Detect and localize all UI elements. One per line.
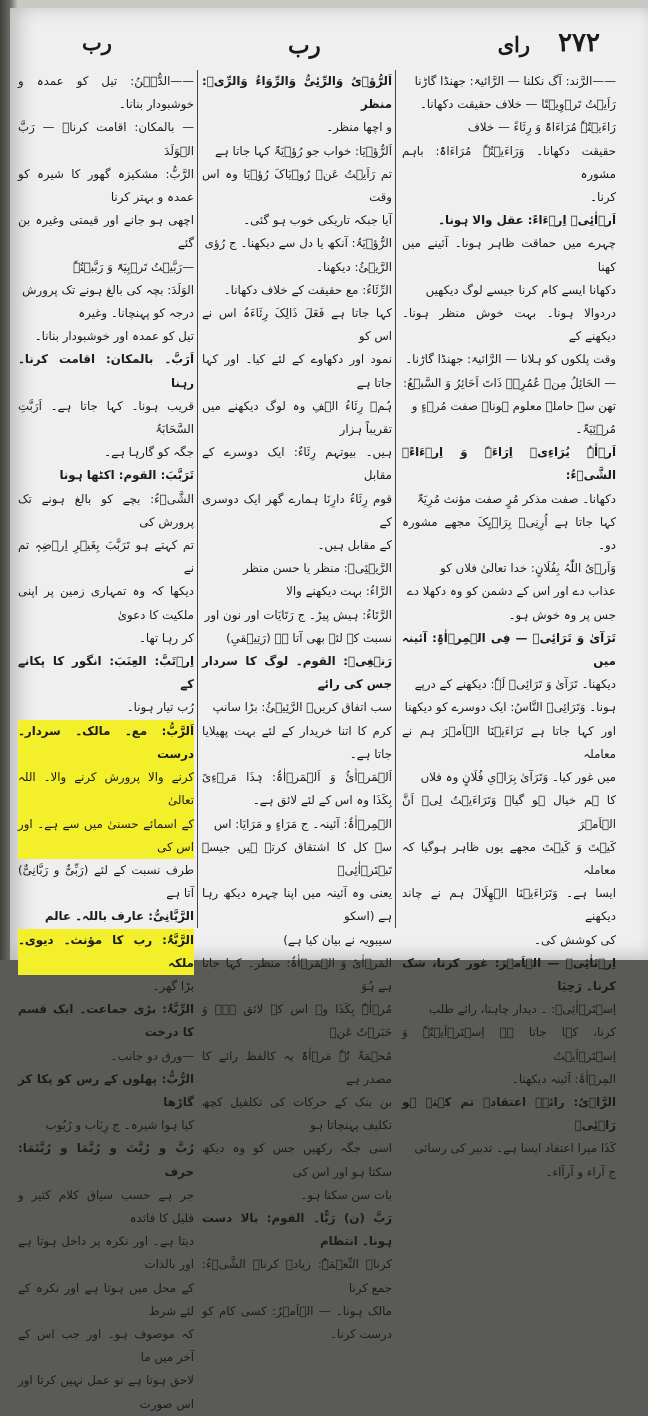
entry-line: — الحَائِلُ مِنۡ عُمُرِہٖ ذَاتَ اَحَائِرُ وَ السَّبۡعُ: xyxy=(403,375,616,390)
entry-line: چہرے میں حماقت ظاہر ہونا۔ آئینے میں کھنا xyxy=(402,236,616,274)
entry-line: کرنا۔ النِّعۡمَۃُ: زیادہ کرنا۔ الشَّیۡءُ: جمع کرنا xyxy=(202,1257,392,1295)
entry-line: ——الدُّہۡنُ: تیل کو عمدہ و خوشبودار بنانا۔ xyxy=(18,74,194,112)
entry-line: دردوالا ہونا۔ بہت خوش منظر ہونا۔ دیکھنے کے xyxy=(402,306,616,344)
entry-line: ایسا ہے۔ وَتَرَاءَیۡنَا الۡهِلَالَ ہم نے چاند دیکھنے xyxy=(402,886,616,924)
entry-line: سے کل کا اشتقاق کرتے ہیں جیسے تَبۡتَرۡاٰئِیۡ xyxy=(202,839,392,877)
entry-line: ہُمۡ رِئَاءُ الۡفِ وہ لوگ دیکھنے میں تقریباً ہزار xyxy=(202,398,392,437)
entry-line: الرَّبَّانِیُّ: عارف باللہ۔ عالم xyxy=(44,909,194,924)
entry-line: الوَلَدَ: بچہ کی بالغ ہونے تک پرورش xyxy=(22,282,194,297)
column-left xyxy=(18,70,194,1411)
entry-line: رَنۡغِیۡ: القوم۔ لوگ کا سردار جس کی رائے xyxy=(202,654,392,692)
entry-line: اچھی ہو جانے اور قیمتی وغیرہ بن گئے xyxy=(18,213,194,251)
entry-line: دکھانا۔ صفت مذکر مُرٍ صفت مؤنث مُرِیَۃٌ xyxy=(416,491,616,506)
entry-line: دیکھا کہ وہ تمہاری زمین پر اپنی ملکیت کا دعویٰ xyxy=(18,584,194,622)
entry-line: الرِّبَّۃُ: بڑی جماعت۔ ایک قسم کا درخت xyxy=(18,1002,194,1040)
entry-line: سب اتفاق کریں۔ الرَّئِیۡئُ: بڑا سانپ xyxy=(212,700,392,715)
entry-line: جس پر وہ خوش ہو۔ xyxy=(508,607,616,622)
entry-line: الرَّیۡئِیۡ: منظر یا حسن منظر xyxy=(243,561,392,576)
entry-line: اِسۡتَرۡاٰئِیۡ: ۔ دیدار چاہنا، رائے طلب xyxy=(428,1002,616,1017)
entry-line: المِرۡاٰۃَ: آئینہ دیکھنا۔ xyxy=(511,1071,616,1086)
entry-line: الرَّیۡئُ: دیکھنا۔ xyxy=(316,259,392,274)
entry-line: بڑا گھر۔ xyxy=(152,978,194,993)
page-number: ۲۷۲ xyxy=(558,28,600,58)
entry-line: مُحۡمَۃٌ تُہٗ مَرۡاٰۃً یہ کالفظ رائے کا مصدر ہے xyxy=(202,1048,392,1086)
entry-line: — بالمکان: اقامت کرنا۔ — رَبَّ الۡوَلَدَ xyxy=(18,120,194,158)
entry-line: درجہ کو پہنچانا۔ وغیرہ xyxy=(78,306,194,321)
entry-line: کہ موصوف ہو۔ اور جب اس کے آخر میں ما xyxy=(18,1326,194,1365)
dictionary-page xyxy=(10,8,648,1411)
entry-line: سیبویہ نے بیان کیا ہے) xyxy=(283,932,392,947)
column-divider-left xyxy=(197,70,198,928)
entry-line: رَاءَیۡتُہٗ مُرَاءَاۃً وَ رِئَاءً — خلاف xyxy=(467,120,616,135)
entry-line: الرُّؤۡیَۃُ: آنکھ یا دل سے دیکھنا۔ ج رُؤی xyxy=(204,236,392,251)
entry-line: کے محل میں ہوتا ہے اور نکرہ کے لئے شرط xyxy=(18,1280,194,1318)
entry-line: رَاَیۡتُ تَرۡوِیۡتًا — خلاف حقیقت دکھانا۔ xyxy=(419,97,616,112)
entry-line: اَرۡاٰئِیۡ اِرۡءَاءً: عقل والا ہونا۔ xyxy=(438,213,616,228)
entry-line: الرَّتَاءُ: ہیش پیڑ۔ ج رَتَایَات اور نون اور xyxy=(204,607,392,622)
entry-line: عذاب دے اور اس کے دشمن کو وہ دکھلا دے xyxy=(406,584,616,599)
entry-line: اَلرُّؤۡیَا: خواب جو رُؤۡیَۃٌ کہا جاتا ہے xyxy=(214,143,392,158)
entry-line: کا ہم خیال ہو گیا۔ وَتَرَاءَیۡتُ لِیۡ اَنَّ الۡاَمۡرَ xyxy=(402,793,616,831)
entry-line: الشَّیۡءُ: بچے کو بالغ ہونے تک پرورش کی xyxy=(18,491,194,529)
entry-line: کی کوشش کی۔ xyxy=(534,932,616,947)
entry-line: دکھانا ایسے کام کرنا جیسے لوگ دیکھیں xyxy=(425,282,616,297)
entry-line: اَرۡاٰہُ یُرَاءِیۡ اِرَاءَۃً وَ اِرۡءَاءً۔ الشَّیۡءُ: xyxy=(402,445,616,483)
entry-line: اِرۡتَبَّ: العِنَبَ: انگور کا پکانے کے xyxy=(18,654,194,692)
entry-line: کَذَا میرا اعتقاد ایسا ہے۔ تدبیر کی رسائی xyxy=(414,1141,616,1156)
entry-line: وَاَرۡیُ اللّٰہُ بِفُلَانٍ: خدا تعالیٰ فلاں کو xyxy=(440,561,616,576)
column-divider-right xyxy=(395,70,396,928)
entry-line: ہونا۔ وَتَرَائِیۡ النَّاسُ: ایک دوسرے کو دیکھنا xyxy=(404,700,616,715)
entry-line: یعنی وہ آئینہ میں اپنا چہرہ دیکھ رہا ہے (اسکو xyxy=(202,886,392,924)
entry-line: ج آراء و آرآاء۔ xyxy=(545,1164,616,1179)
entry-line: الرُّبُّ: پھلوں کے رس کو پکا کر گاڑھا xyxy=(18,1071,194,1109)
entry-line: دیتا ہے۔ اور نکرہ پر داخل ہوتا ہے اور بالذات xyxy=(18,1234,194,1272)
running-head-left: رب xyxy=(82,30,112,55)
entry-line: دیکھنا۔ تَرَآیٰ وَ تَرَائِیۡ لَہٗ: دیکھنے کے درپے xyxy=(414,677,616,692)
entry-line: جر ہے حسب سیاق کلام کثیر و قلیل کا فائدہ xyxy=(18,1187,194,1225)
entry-line: اسی جگہ رکھیں جس کو وہ دیکھ سکتا ہو اور اس کی xyxy=(202,1141,392,1179)
column-center xyxy=(202,70,392,1341)
entry-line: وقت پلکوں کو ہلانا — الرَّائیۃ: جھنڈا گاڑنا۔ xyxy=(405,352,616,367)
entry-line: ہیں۔ بیوتہم رِئَاءٌ: ایک دوسرے کے مقابل xyxy=(202,445,392,483)
entry-line: اَلرُّؤۡیُ وَالرِّئِیُّ وَالرِّوَاءُ وَالرِّیۡ: منظر xyxy=(202,74,392,112)
entry-line: تم کہتے ہو تَرَبَّبَ بِغَیۡرِ اِرۡضِہٖ تم نے xyxy=(18,538,194,576)
entry-line: حقیقت دکھانا۔ وَرَاءَیۡتُہٗ مُرَاءَاۃً: باہم مشورہ xyxy=(402,143,616,181)
page-header xyxy=(10,26,648,66)
entry-line: رُبَّ و رُبَّتَ و رُبَّمَا و رُبَّتَمَا: حرف xyxy=(18,1141,194,1179)
entry-line: المَرۡاٰیُ وَ الۡمَرۡاٰۃُ: منظر۔ کہا جاتا ہے ہُوَ xyxy=(202,955,392,993)
entry-line: الرِّئَاءُ: مع حقیقت کے خلاف دکھانا۔ xyxy=(223,282,392,297)
entry-line: میں غور کیا۔ وَتَرَآیٰ بِرَاۡیِ فُلَانٍ وہ فلاں xyxy=(420,770,616,785)
entry-line: اِرۡتَاٰئِیۡ — الۡاَمۡرَ: غور کرنا، شک کرنا۔ رَحِیَا xyxy=(402,955,616,993)
entry-line: —رَبَّیۡتُ تَرۡبِیَۃً وَ رَبَّبۡتُہٗ xyxy=(73,259,194,274)
highlighted-entry-line: کے اسمائے حسنیٰ میں سے ہے۔ اور اس کی xyxy=(18,813,194,859)
entry-line: کہا جاتا ہے اُرِنِیۡ بِرَاۡیِکَ مجھے مشورہ دو۔ xyxy=(402,514,616,553)
entry-line: الرَّبُّ: مشکیزہ گھور کا شیرہ کو عمدہ و بہتر کرنا xyxy=(18,166,194,205)
highlighted-entry-line: اَلرَّبُّ: مع۔ مالک۔ سردار۔ درست xyxy=(18,720,194,766)
entry-line: تم رَاَیۡتُ عَنۡ رُوۡیَاکَ رُؤۡیَا وہ اس وقت xyxy=(202,166,392,205)
entry-line: الرَّاءُ: بہت دیکھنے والا xyxy=(286,584,392,599)
entry-line: قریب ہونا۔ کہا جاتا ہے۔ اَرَبَّتِ السَّحَابَۃُ xyxy=(18,398,194,437)
entry-line: مالک ہونا۔ — الۡاَمۡرُ: کسی کام کو درست کرنا۔ xyxy=(202,1303,392,1341)
entry-line: رَبَّ (ن) رَبًّا۔ القوم: بالا دست ہونا۔ انتظام xyxy=(202,1210,392,1249)
entry-line: کر رہا تھا۔ xyxy=(138,630,194,645)
entry-line: مُرۡئِیَۃٌ۔ xyxy=(575,422,616,437)
column-right xyxy=(402,70,616,1179)
entry-line: لاحق ہوتا ہے تو عمل نہیں کرتا اور اس صورت xyxy=(18,1373,194,1411)
entry-line: آیا جبکہ تاریکی خوب ہو گئی۔ xyxy=(243,213,392,228)
entry-line: کیا ہوا شیرہ۔ ج رِبَاب و رُبُوب xyxy=(45,1118,194,1133)
entry-line: تَرَآیٰ وَ تَرَائِیۡ — فِی الۡمِرۡاٰۃِ: آئینہ میں xyxy=(402,630,616,669)
entry-line: الۡمِرۡاٰۃُ: آئینہ۔ ج مَرَاءٍ و مَرَایَا: اس xyxy=(213,816,392,831)
entry-line: کرنا، کہا جاتا ہے اِسۡتَرۡاَیۡتُہٗ وَ اِسۡتَرۡاَیۡتُ xyxy=(402,1025,616,1063)
highlighted-entry-line: کرنے والا پرورش کرنے والا۔ اللہ تعالیٰ xyxy=(18,766,194,812)
entry-line: اَلۡمَرۡاٰئُ وَ اَلۡمَرۡاٰۃُ: ہٰذَا مَرۡءِیً بِکَذَا وہ اس کے لئے لائق ہے۔ xyxy=(202,770,392,808)
entry-line: کے مقابل ہیں۔ xyxy=(317,538,392,553)
entry-line: اور کہا جاتا ہے تَرَاءَیۡنَا الۡاَمۡرَ ہم نے معاملہ xyxy=(402,723,616,761)
entry-line: اَرَبَّ۔ بالمکان: اقامت کرنا۔ رہنا xyxy=(18,352,194,390)
entry-line: کہا جاتا ہے فَعَلَ ذَالِکَ رِئَاءَہُ اس نے اس کو xyxy=(202,306,392,344)
entry-line: رُب تیار ہونا۔ xyxy=(126,700,194,715)
entry-line: تیل کو عمدہ اور خوشبودار بنانا۔ xyxy=(34,329,194,344)
running-head-right: رای xyxy=(497,32,530,57)
entry-line: نسبت کے لئے بھی آتا ہے (رَتِیۡقیِ) xyxy=(226,630,392,645)
entry-line: الرَّاۡیُ: رائے۔ اعتقاد۔ تم کہتے ہو رَاۡئِیۡ xyxy=(402,1094,616,1133)
highlighted-entry-line: الرَّبَّۃُ: رب کا مؤنث۔ دیوی۔ ملکہ xyxy=(18,929,194,975)
running-head-center: رب xyxy=(288,32,321,59)
entry-line: —ورق دو جانب۔ xyxy=(110,1048,194,1063)
entry-line: قوم رِئَاءُ دارِنَا ہمارے گھر ایک دوسری کے xyxy=(202,491,392,529)
entry-line: تَرَبَّبَ: القوم: اکٹھا ہونا xyxy=(59,468,194,483)
entry-line: نمود اور دکھاوے کے لئے کیا۔ اور کہا جاتا ہے xyxy=(202,352,392,390)
entry-line: جگہ کو گارہا ہے۔ xyxy=(104,445,194,460)
entry-line: بن بنک کے حرکات کی تکلفیل کچھ تکلیف پہنچاتا ہو xyxy=(202,1094,392,1133)
entry-line: تھن سے حاملہ معلوم ہونا۔ صفت مُرۡءٍ و xyxy=(411,398,616,413)
entry-line: کرنا۔ xyxy=(590,190,616,205)
entry-line: ——الرَّند: آگ نکلنا — الرَّائیۃ: جھنڈا گاڑنا xyxy=(414,74,616,88)
entry-line: و اچھا منظر۔ xyxy=(326,120,392,135)
entry-line: کَیۡتَ وَ کَیۡتَ مجھے یوں ظاہر ہوگیا کہ معاملہ xyxy=(402,839,616,877)
entry-line: کرم کا اتنا خریدار کے لئے بہت پھیلایا جاتا ہے۔ xyxy=(202,723,392,761)
entry-line: مُرۡاٰۃٌ بِکَذَا وہ اس کے لائق ہے۔ وَ حَبَرۡتُ عَنۡ xyxy=(202,1002,392,1040)
entry-line: بات سن سکتا ہو۔ xyxy=(300,1187,392,1202)
entry-line: طرف نسبت کے لئے (رَبِّیٌّ و رَبَّانِیٌّ) آتا ہے xyxy=(18,862,194,901)
